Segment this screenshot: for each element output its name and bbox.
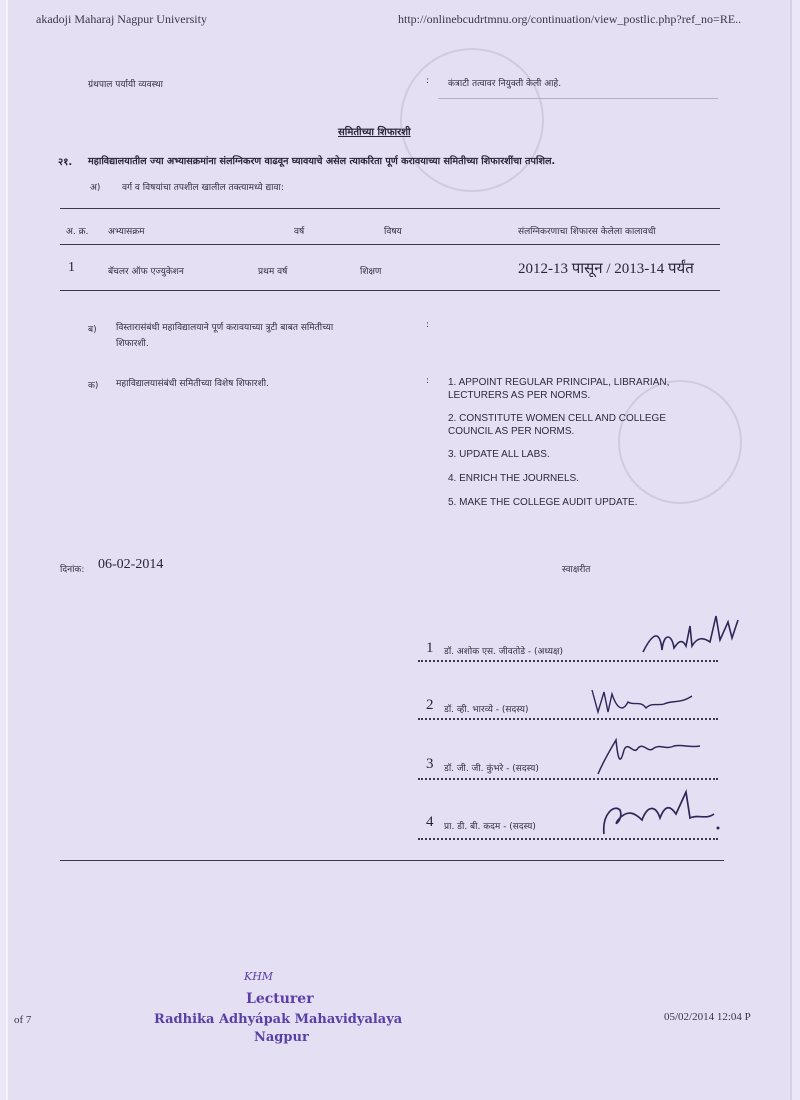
table-header: संलग्निकरणाचा शिफारस केलेला कालावधी (518, 227, 656, 237)
colon: : (426, 76, 430, 86)
member-name: प्रा. डी. बी. कदम - (सदस्य) (444, 822, 536, 832)
bottom-rule (60, 860, 724, 861)
section-title: समितीच्या शिफारशी (338, 127, 411, 138)
stamp-college: Radhika Adhyápak Mahavidyalaya (154, 1012, 403, 1027)
faint-stamp (400, 48, 544, 192)
librarian-arrangement-label: ग्रंथपाल पर्यायी व्यवस्था (88, 80, 164, 90)
sub-b-text-line1: विस्तारासंबंधी महाविद्यालयाने पूर्ण करावयाच्या त्रुटी बाबत समितीच्या (116, 323, 334, 333)
signature-heading: स्वाक्षरीत (562, 565, 591, 575)
member-name: डॉ. अशोक एस. जीवतोडे - (अध्यक्ष) (444, 647, 563, 657)
table-top-rule (60, 208, 720, 209)
divider (438, 98, 718, 99)
table-bottom-rule (60, 290, 720, 291)
sub-c-marker: क) (88, 381, 99, 391)
stamp-initials: KHM (244, 970, 274, 983)
document-page (8, 0, 790, 1100)
table-header-rule (60, 244, 720, 245)
signature-1 (638, 612, 748, 662)
page-count: of 7 (14, 1014, 32, 1026)
member-number: 4 (426, 814, 434, 830)
recommendation-item: 5. MAKE THE COLLEGE AUDIT UPDATE. (448, 497, 638, 508)
signature-line (418, 778, 718, 780)
table-header: वर्ष (294, 227, 305, 237)
sub-b-text-line2: शिफारशी. (116, 339, 149, 349)
librarian-arrangement-value: कंत्राटी तत्वावर नियुक्ती केली आहे. (448, 79, 562, 89)
table-cell-subject: शिक्षण (360, 267, 382, 277)
signature-2 (588, 682, 698, 722)
stamp-city: Nagpur (254, 1030, 309, 1045)
signature-3 (594, 730, 704, 780)
recommendation-item: 3. UPDATE ALL LABS. (448, 449, 550, 460)
member-name: डॉ. व्ही. भारव्ये - (सदस्य) (444, 705, 529, 715)
header-url: http://onlinebcudrtmnu.org/continuation/view_postlic.php?ref_no=RE.. (398, 12, 742, 26)
print-timestamp: 05/02/2014 12:04 P (664, 1011, 751, 1023)
date-value: 06-02-2014 (98, 557, 164, 572)
table-header: अभ्यासक्रम (108, 227, 145, 237)
header-left: akadoji Maharaj Nagpur University (36, 12, 207, 26)
stamp-lecturer: Lecturer (246, 991, 314, 1007)
sub-b-marker: ब) (88, 325, 97, 335)
sub-c-text: महाविद्यालयासंबंधी समितीच्या विशेष शिफारशी. (116, 379, 269, 389)
table-cell-year: प्रथम वर्ष (258, 267, 288, 277)
question-text: महाविद्यालयातील ज्या अभ्यासक्रमांना संलग्निकरण वाढवून घ्यावयाचे असेल त्याकरिता पूर्ण करावयाच्या समितीच्या शिफारशींचा तपशिल. (88, 156, 556, 167)
signature-line (418, 718, 718, 720)
sub-a-marker: अ) (90, 183, 101, 193)
question-number: २१. (58, 157, 73, 168)
member-number: 3 (426, 756, 434, 772)
date-label: दिनांक: (60, 565, 85, 575)
table-cell-number: 1 (68, 260, 75, 275)
table-header: अ. क्र. (66, 227, 89, 237)
recommendation-item: 1. APPOINT REGULAR PRINCIPAL, LIBRARIAN, LECTURERS AS PER NORMS. (448, 377, 670, 401)
member-name: डॉ. जी. जी. कुंभरे - (सदस्य) (444, 764, 539, 774)
recommendation-item: 4. ENRICH THE JOURNELS. (448, 473, 579, 484)
colon: : (426, 320, 430, 330)
colon: : (426, 376, 430, 386)
table-header: विषय (384, 227, 402, 237)
signature-line (418, 838, 718, 840)
table-cell-course: बॅचलर ऑफ एज्युकेशन (108, 267, 184, 277)
signature-4 (598, 784, 728, 844)
sub-a-text: वर्ग व विषयांचा तपशील खालील तक्त्यामध्ये द्यावा: (122, 183, 284, 193)
signature-line (418, 660, 718, 662)
member-number: 1 (426, 640, 434, 656)
recommendation-item: 2. CONSTITUTE WOMEN CELL AND COLLEGE COUNCIL AS PER NORMS. (448, 413, 667, 437)
member-number: 2 (426, 697, 434, 713)
table-cell-period: 2012-13 पासून / 2013-14 पर्यंत (518, 261, 694, 277)
